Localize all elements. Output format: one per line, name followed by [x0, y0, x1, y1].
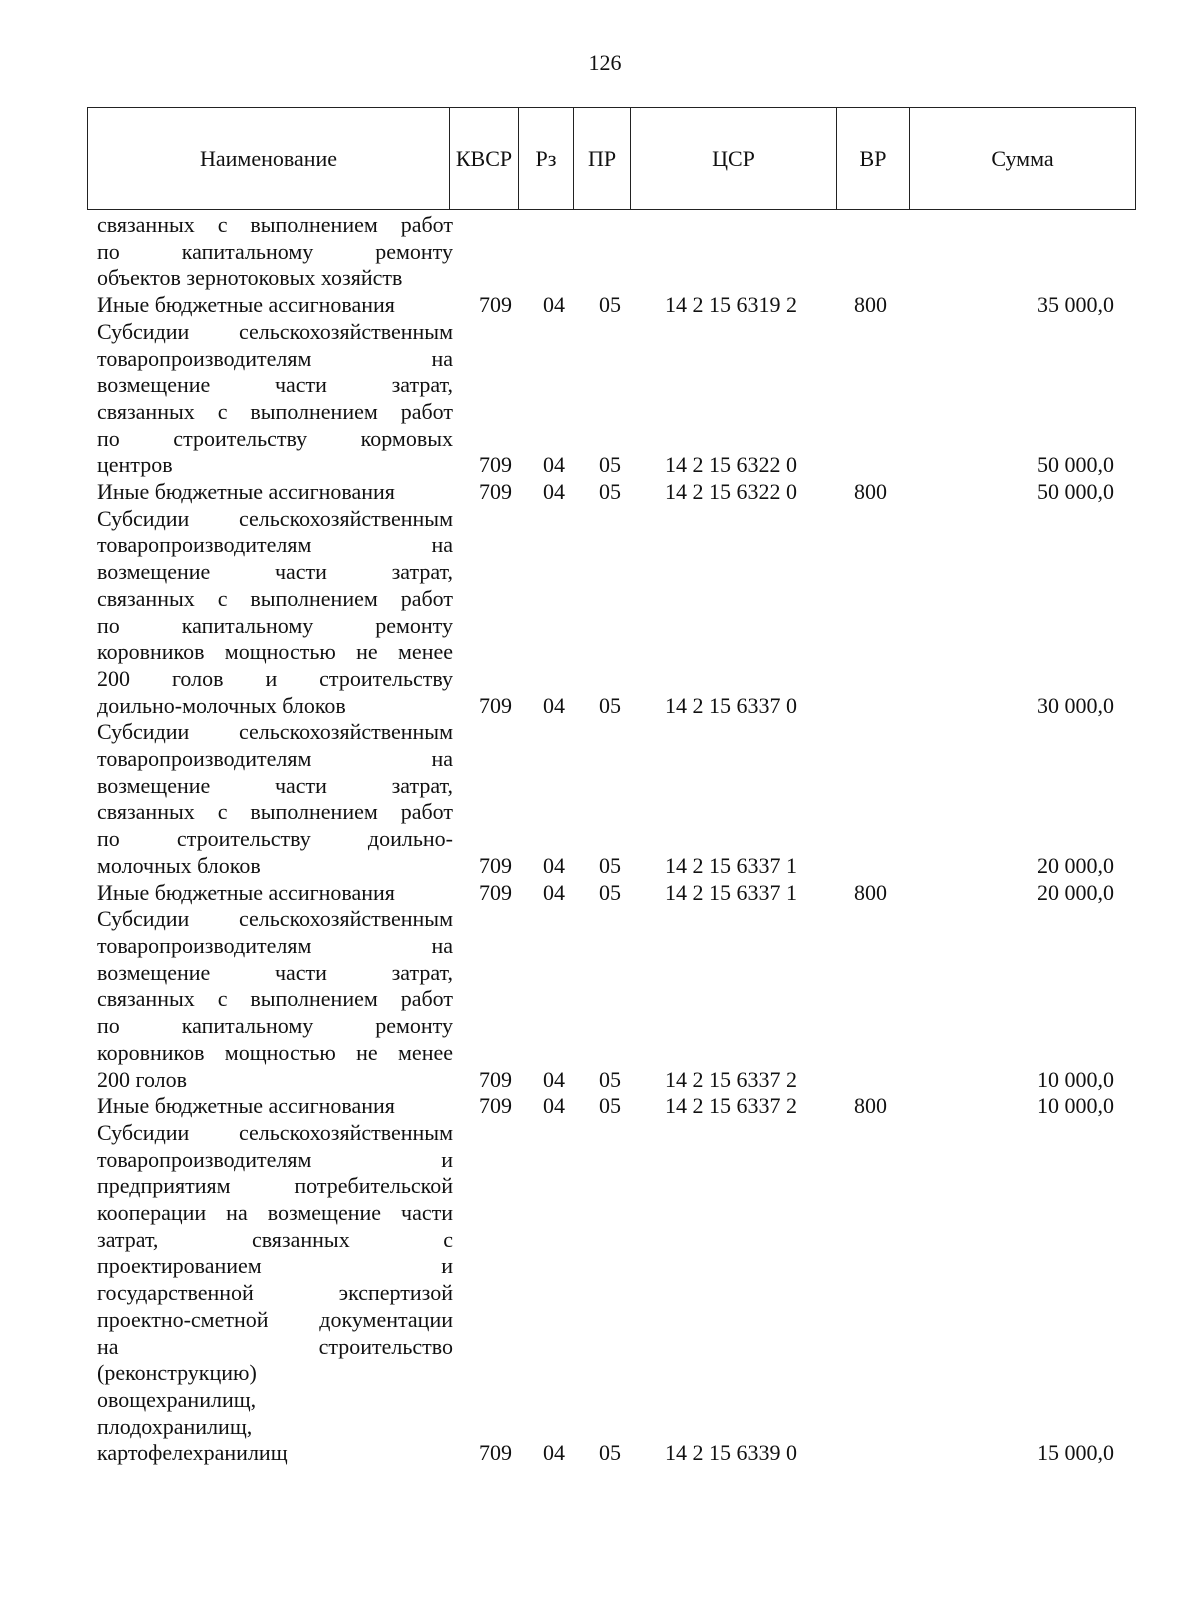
- row-name-line: государственной экспертизой: [97, 1280, 453, 1306]
- row-name-line: связанных с выполнением работ: [97, 398, 453, 424]
- row-kvsr: 709: [479, 879, 512, 905]
- row-sum: 50 000,0: [1037, 479, 1114, 505]
- row-sum: 35 000,0: [1037, 292, 1114, 318]
- row-sum: 10 000,0: [1037, 1066, 1114, 1092]
- row-name-line: товаропроизводителям на: [97, 532, 453, 558]
- row-vr: 800: [854, 879, 887, 905]
- row-name-line: 200 голов и строительству: [97, 665, 453, 691]
- table-header: [87, 107, 1136, 210]
- row-name: [97, 506, 453, 720]
- row-name-line: на строительство: [97, 1333, 453, 1359]
- table-row: [97, 319, 1137, 479]
- row-name-line: плодохранилищ,: [97, 1413, 253, 1439]
- row-name-line: связанных с выполнением работ: [97, 212, 453, 237]
- row-sum: 50 000,0: [1037, 452, 1114, 478]
- row-name-line: центров: [97, 452, 173, 478]
- row-csr: 14 2 15 6319 2: [665, 292, 797, 318]
- table-row: [97, 292, 1137, 319]
- header-sum: Сумма: [910, 108, 1136, 210]
- table-body: [97, 212, 1137, 1467]
- table-row: [97, 880, 1137, 907]
- row-pr: 05: [599, 452, 621, 478]
- row-rz: 04: [543, 479, 565, 505]
- row-sum: 20 000,0: [1037, 852, 1114, 878]
- row-name-line: предприятиям потребительской: [97, 1173, 453, 1199]
- row-name-line: связанных с выполнением работ: [97, 799, 453, 825]
- row-name: [97, 719, 453, 879]
- row-name-line: коровников мощностью не менее: [97, 639, 453, 665]
- row-name-line: возмещение части затрат,: [97, 772, 453, 798]
- row-name-line: товаропроизводителям и: [97, 1146, 453, 1172]
- row-name: [97, 212, 453, 292]
- row-name-line: коровников мощностью не менее: [97, 1039, 453, 1065]
- header-pr: ПР: [574, 108, 631, 210]
- row-kvsr: 709: [479, 1093, 512, 1119]
- row-name-line: связанных с выполнением работ: [97, 986, 453, 1012]
- row-kvsr: 709: [479, 452, 512, 478]
- row-name-line: Иные бюджетные ассигнования: [97, 879, 395, 905]
- row-rz: 04: [543, 1093, 565, 1119]
- row-name-line: затрат, связанных с: [97, 1226, 453, 1252]
- row-name: [97, 880, 453, 907]
- row-kvsr: 709: [479, 852, 512, 878]
- table-row: [97, 906, 1137, 1093]
- row-name-line: овощехранилищ,: [97, 1386, 257, 1412]
- header-vr: ВР: [837, 108, 910, 210]
- row-name-line: картофелехранилищ: [97, 1440, 288, 1466]
- row-rz: 04: [543, 1066, 565, 1092]
- row-vr: 800: [854, 292, 887, 318]
- row-name-line: возмещение части затрат,: [97, 372, 453, 398]
- table-row: [97, 479, 1137, 506]
- row-name-line: Субсидии сельскохозяйственным: [97, 906, 453, 932]
- table-row: [97, 1120, 1137, 1467]
- row-pr: 05: [599, 1066, 621, 1092]
- row-rz: 04: [543, 879, 565, 905]
- row-name-line: проектно-сметной документации: [97, 1306, 453, 1332]
- row-csr: 14 2 15 6322 0: [665, 452, 797, 478]
- row-kvsr: 709: [479, 1440, 512, 1466]
- row-kvsr: 709: [479, 1066, 512, 1092]
- row-name-line: Субсидии сельскохозяйственным: [97, 505, 453, 531]
- row-kvsr: 709: [479, 479, 512, 505]
- row-kvsr: 709: [479, 292, 512, 318]
- row-csr: 14 2 15 6337 1: [665, 879, 797, 905]
- row-name-line: возмещение части затрат,: [97, 959, 453, 985]
- row-pr: 05: [599, 852, 621, 878]
- row-vr: 800: [854, 1093, 887, 1119]
- table-row: [97, 719, 1137, 879]
- row-name-line: Субсидии сельскохозяйственным: [97, 1119, 453, 1145]
- table-row: [97, 212, 1137, 292]
- row-csr: 14 2 15 6337 0: [665, 692, 797, 718]
- row-name-line: по капитальному ремонту: [97, 612, 453, 638]
- row-csr: 14 2 15 6337 2: [665, 1093, 797, 1119]
- row-name: [97, 319, 453, 479]
- row-name-line: проектированием и: [97, 1253, 453, 1279]
- row-kvsr: 709: [479, 692, 512, 718]
- row-name-line: товаропроизводителям на: [97, 932, 453, 958]
- header-name: Наименование: [88, 108, 450, 210]
- row-name-line: товаропроизводителям на: [97, 345, 453, 371]
- row-name: [97, 1120, 453, 1467]
- row-name-line: товаропроизводителям на: [97, 746, 453, 772]
- row-name-line: связанных с выполнением работ: [97, 585, 453, 611]
- row-name-line: Иные бюджетные ассигнования: [97, 292, 395, 318]
- row-sum: 10 000,0: [1037, 1093, 1114, 1119]
- row-name-line: Субсидии сельскохозяйственным: [97, 719, 453, 745]
- header-kvsr: КВСР: [450, 108, 519, 210]
- row-name-line: по капитальному ремонту: [97, 238, 453, 264]
- page-number: 126: [588, 50, 622, 75]
- row-name-line: Иные бюджетные ассигнования: [97, 1093, 395, 1119]
- row-name-line: 200 голов: [97, 1066, 188, 1092]
- row-name-line: кооперации на возмещение части: [97, 1200, 453, 1226]
- row-pr: 05: [599, 1440, 621, 1466]
- row-rz: 04: [543, 452, 565, 478]
- row-pr: 05: [599, 692, 621, 718]
- row-rz: 04: [543, 1440, 565, 1466]
- row-name: [97, 292, 453, 319]
- row-sum: 30 000,0: [1037, 692, 1114, 718]
- row-name-line: (реконструкцию): [97, 1360, 257, 1386]
- row-name-line: доильно-молочных блоков: [97, 692, 346, 718]
- row-rz: 04: [543, 292, 565, 318]
- row-pr: 05: [599, 479, 621, 505]
- header-csr: ЦСР: [631, 108, 837, 210]
- row-name-line: Субсидии сельскохозяйственным: [97, 318, 453, 344]
- row-pr: 05: [599, 879, 621, 905]
- row-csr: 14 2 15 6339 0: [665, 1440, 797, 1466]
- row-rz: 04: [543, 852, 565, 878]
- row-sum: 15 000,0: [1037, 1440, 1114, 1466]
- row-name-line: молочных блоков: [97, 852, 261, 878]
- header-rz: Рз: [519, 108, 574, 210]
- row-name-line: возмещение части затрат,: [97, 559, 453, 585]
- row-pr: 05: [599, 1093, 621, 1119]
- row-name-line: по капитальному ремонту: [97, 1013, 453, 1039]
- row-csr: 14 2 15 6337 2: [665, 1066, 797, 1092]
- table-row: [97, 506, 1137, 720]
- row-pr: 05: [599, 292, 621, 318]
- row-vr: 800: [854, 479, 887, 505]
- row-name: [97, 906, 453, 1093]
- row-name-line: объектов зернотоковых хозяйств: [97, 265, 403, 291]
- row-name: [97, 479, 453, 506]
- row-rz: 04: [543, 692, 565, 718]
- row-csr: 14 2 15 6322 0: [665, 479, 797, 505]
- row-name: [97, 1093, 453, 1120]
- row-sum: 20 000,0: [1037, 879, 1114, 905]
- row-csr: 14 2 15 6337 1: [665, 852, 797, 878]
- row-name-line: по строительству доильно-: [97, 826, 453, 852]
- row-name-line: по строительству кормовых: [97, 425, 453, 451]
- table-row: [97, 1093, 1137, 1120]
- row-name-line: Иные бюджетные ассигнования: [97, 479, 395, 505]
